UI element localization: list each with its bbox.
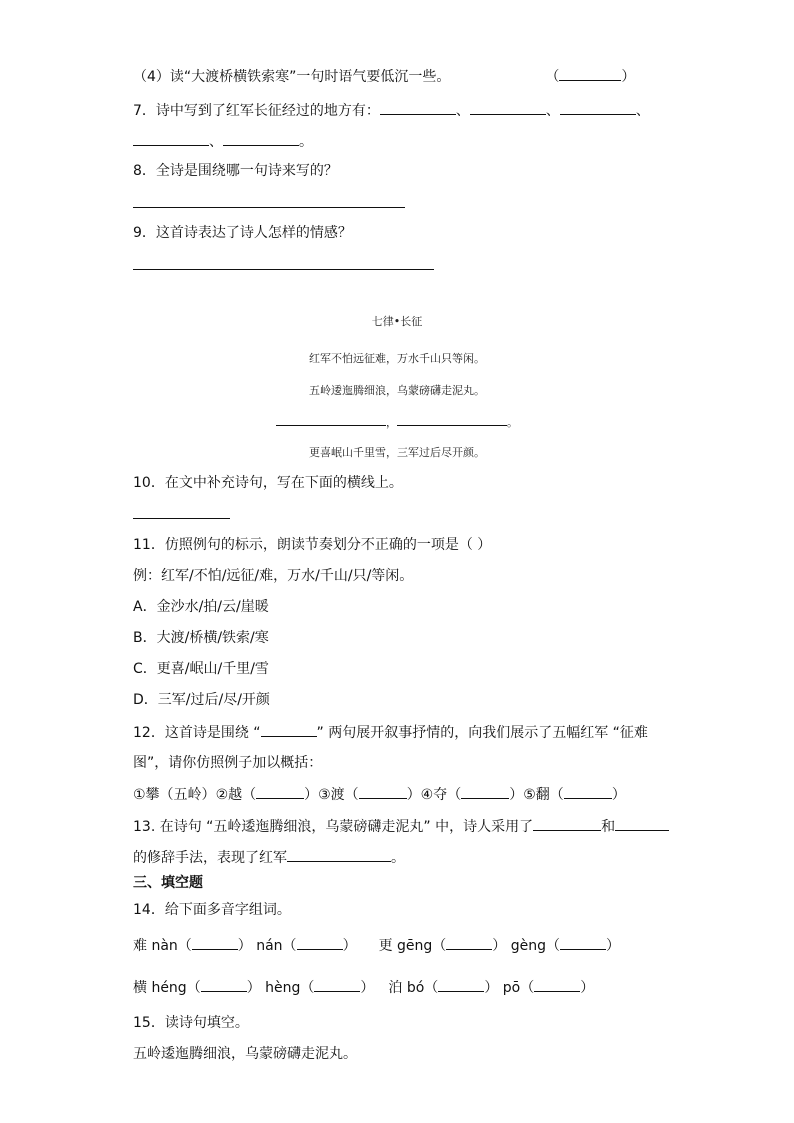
q11-option-a[interactable]: A．金沙水/拍/云/崖暖: [133, 599, 269, 615]
q14-po1: ） pō（: [484, 980, 535, 996]
q11-option-d[interactable]: D．三军/过后/尽/开颜: [133, 692, 270, 708]
q12-question-cont: 图”，请你仿照例子加以概括：: [133, 755, 323, 771]
q13-text-b: 和: [601, 819, 616, 835]
q12-items: [133, 784, 626, 805]
poem-comma: ，: [386, 416, 397, 429]
q14-nan2: ） nán（: [237, 938, 297, 954]
q14-close-1: ）: [342, 938, 357, 954]
q10-answer-line[interactable]: [133, 518, 230, 519]
q12-item-5: ）⑤翻（: [509, 787, 564, 803]
q14-heng4: ） hèng（: [246, 980, 315, 996]
q14-nan4: 难 nàn（: [133, 938, 192, 954]
q7-end: 。: [299, 134, 313, 150]
q7-sep-3: 、: [635, 103, 650, 119]
q14-close-3: ）: [360, 980, 375, 996]
q14-close-2: ）: [606, 938, 620, 954]
q12-blank-2[interactable]: [256, 784, 304, 799]
q11-question: 11．仿照例句的标示，朗读节奏划分不正确的一项是（ ）: [133, 537, 492, 553]
q7-blank-3[interactable]: [560, 100, 636, 115]
poem-title: 七律•长征: [371, 315, 423, 328]
q14-blank-8[interactable]: [534, 977, 580, 992]
q11-example: 例：红军/不怕/远征/难，万水/千山/只/等闲。: [133, 568, 414, 584]
q10-question: 10．在文中补充诗句，写在下面的横线上。: [133, 475, 403, 491]
q13-blank-2[interactable]: [615, 816, 669, 831]
q13-end: 。: [391, 850, 405, 866]
q14-close-4: ）: [580, 980, 595, 996]
q7-sep-2: 、: [545, 103, 560, 119]
q4-paren-close: ）: [621, 69, 636, 85]
q14-row-1: [133, 935, 620, 956]
q4-paren-open: （: [545, 69, 560, 85]
q11-option-c[interactable]: C．更喜/岷山/千里/雪: [133, 661, 269, 677]
q14-geng1: 更 gēng（: [378, 938, 447, 954]
q14-blank-5[interactable]: [201, 977, 247, 992]
q15-question: 15．读诗句填空。: [133, 1015, 249, 1031]
q14-question: 14．给下面多音字组词。: [133, 902, 291, 918]
q7-blank-2[interactable]: [470, 100, 546, 115]
q12-item-end: ）: [611, 787, 626, 803]
q7-question: [133, 100, 650, 121]
q14-blank-7[interactable]: [438, 977, 484, 992]
q7-sep-4: 、: [209, 134, 223, 150]
q13-question: [133, 816, 669, 837]
q12-text-a: 12．这首诗是围绕 “: [133, 725, 261, 741]
q12-question: [133, 722, 648, 743]
q14-blank-3[interactable]: [446, 935, 492, 950]
q4-answer-blank[interactable]: [559, 66, 621, 81]
q7-blank-4[interactable]: [133, 131, 209, 146]
q15-poem-line: 五岭逶迤腾细浪，乌蒙磅礴走泥丸。: [133, 1046, 357, 1062]
q4-sub-question: [133, 66, 635, 87]
q14-blank-6[interactable]: [314, 977, 360, 992]
q14-geng4: ） gèng（: [492, 938, 560, 954]
q13-blank-1[interactable]: [533, 816, 601, 831]
q13-text-a: 13. 在诗句 “五岭逶迤腾细浪，乌蒙磅礴走泥丸” 中，诗人采用了: [133, 819, 534, 835]
q13-question-cont: [133, 847, 405, 868]
q14-blank-4[interactable]: [560, 935, 606, 950]
q12-blank-main[interactable]: [261, 722, 317, 737]
q4-sub-text: （4）读“大渡桥横铁索寒”一句时语气要低沉一些。: [133, 69, 451, 85]
q12-item-2: ②越（: [215, 787, 257, 803]
q8-answer-line[interactable]: [133, 207, 405, 208]
q9-question: 9．这首诗表达了诗人怎样的情感？: [133, 225, 352, 241]
q13-blank-3[interactable]: [287, 847, 391, 862]
poem-period: 。: [507, 416, 518, 429]
section-3-title: 三、填空题: [133, 875, 203, 891]
q12-item-1: ①攀（五岭）: [133, 787, 216, 803]
q12-item-3: ）③渡（: [304, 787, 359, 803]
q14-blank-1[interactable]: [192, 935, 238, 950]
poem-blank-2[interactable]: [397, 415, 507, 426]
q12-item-4: ）④夺（: [406, 787, 462, 803]
q14-heng2: 横 héng（: [133, 980, 201, 996]
q14-blank-2[interactable]: [297, 935, 343, 950]
q7-text: 7．诗中写到了红军长征经过的地方有：: [133, 103, 380, 119]
poem-line-4: 更喜岷山千里雪，三军过后尽开颜。: [309, 446, 485, 459]
q12-blank-5[interactable]: [564, 784, 612, 799]
q11-option-b[interactable]: B．大渡/桥横/铁索/寒: [133, 630, 269, 646]
q9-answer-line[interactable]: [133, 269, 434, 270]
poem-line-2: 五岭逶迤腾细浪，乌蒙磅礴走泥丸。: [309, 384, 485, 397]
q12-blank-3[interactable]: [359, 784, 407, 799]
q12-text-b: ” 两句展开叙事抒情的，向我们展示了五幅红军 “征难: [316, 725, 648, 741]
q7-question-cont: [133, 131, 313, 152]
poem-blank-1[interactable]: [276, 415, 386, 426]
q12-blank-4[interactable]: [461, 784, 509, 799]
poem-line-3: [0, 414, 794, 430]
q13-text-c: 的修辞手法，表现了红军: [133, 850, 287, 866]
q8-question: 8．全诗是围绕哪一句诗来写的？: [133, 163, 338, 179]
q7-sep-1: 、: [455, 103, 470, 119]
poem-line-1: 红军不怕远征难，万水千山只等闲。: [309, 352, 485, 365]
q14-bo2: 泊 bó（: [388, 980, 439, 996]
q7-blank-5[interactable]: [223, 131, 299, 146]
q7-blank-1[interactable]: [380, 100, 456, 115]
q14-row-2: [133, 977, 594, 998]
